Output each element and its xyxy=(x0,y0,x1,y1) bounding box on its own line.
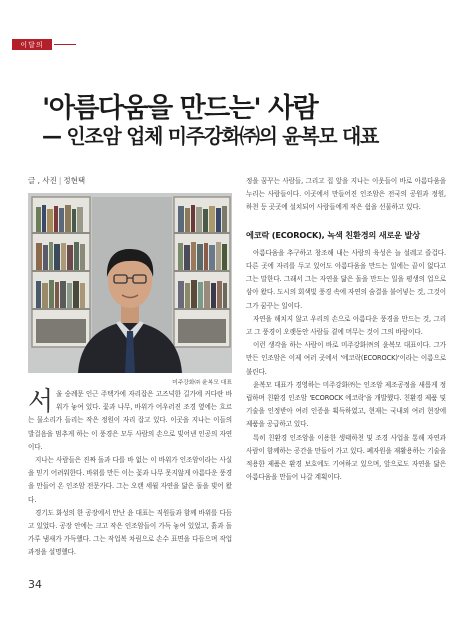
section-heading: 에코락 (ECOROCK), 녹색 친환경의 새로운 발상 xyxy=(246,229,420,240)
right-column xyxy=(246,175,446,484)
photo-caption: 미주강화㈜ 윤복모 대표 xyxy=(172,380,232,386)
section-tag-box xyxy=(12,39,52,50)
page-number: 34 xyxy=(28,578,42,591)
right-paragraph-2: 자연을 해치지 않고 우리의 손으로 아름다운 풍경을 만드는 것, 그리고 그 풍경이 오랫동안 사람들 곁에 머무는 것이 그의 바람이다. xyxy=(246,314,446,337)
article-title: '아름다움을 만드는' 사람 xyxy=(42,93,318,124)
byline-separator: | xyxy=(58,176,62,185)
portrait-illustration xyxy=(28,193,232,373)
right-paragraph-4: 윤복모 대표가 경영하는 미주강화㈜는 인조암 제조공정을 새롭게 정립하며 친환경 인조암 'ECOROCK 에코락'을 개발했다. 친환경 제품 및 기술을 인정받아 여러 인증을 획득하였고, 현재는 국내외 여러 현장에 제품을 공급하고 있다. xyxy=(246,380,446,429)
right-intro-paragraph: 정을 꿈꾸는 사람들, 그리고 집 앞을 지나는 이웃들이 바로 아름다움을 누리는 사람들이다. 이곳에서 만들어진 인조암은 전국의 공원과 정원, 하천 등 곳곳에 설치되어 사람들에게 작은 쉼을 선물하고 있다. xyxy=(246,177,446,212)
section-tag-label: 이달의 xyxy=(20,40,44,49)
byline xyxy=(28,175,85,186)
right-paragraph-1: 아름다움을 추구하고 창조해 내는 사람의 육성은 늘 설레고 즐겁다. 다른 곳에 자리를 두고 있어도 아름다움을 만드는 일에는 끝이 없다고 그는 말한다. 그래서 그는 자연을 닮은 돌을 만드는 일을 평생의 업으로 삼아 왔다. 도시의 회색빛 풍경 속에 자연의 숨결을 불어넣는 것, 그것이 그가 꿈꾸는 일이다. xyxy=(246,248,446,310)
byline-author: 정현택 xyxy=(63,176,86,185)
section-tag-rule xyxy=(54,44,76,45)
left-column xyxy=(28,388,232,560)
dropcap: 서 xyxy=(28,387,54,417)
section-tag xyxy=(12,39,76,50)
right-paragraph-5: 특히 친환경 인조암을 이용한 생태하천 및 조경 사업을 통해 자연과 사람이 함께하는 공간을 만들어 가고 있다. 폐자원을 재활용하는 기술을 적용한 제품은 환경 보호에도 기여하고 있으며, 앞으로도 자연을 닮은 아름다움을 만들어 나갈 계획이다. xyxy=(246,433,446,482)
article-subtitle: — 인조암 업체 미주강화㈜의 윤복모 대표 xyxy=(42,124,379,148)
right-paragraph-3: 이런 생각을 하는 사람이 바로 미주강화㈜의 윤복모 대표이다. 그가 만든 인조암은 이제 여러 곳에서 '에코락(ECOROCK)'이라는 이름으로 불린다. xyxy=(246,341,446,376)
left-paragraph-2: 지나는 사람들은 진짜 돌과 다를 바 없는 이 바위가 인조암이라는 사실을 믿기 어려워한다. 바위를 만든 이는 꽃과 나무 못지않게 아름다운 풍경을 만들어 온 인조암 전문가다. 그는 오랜 세월 자연을 닮은 돌을 빚어 왔다. xyxy=(28,456,232,504)
byline-label: 글 , 사진 xyxy=(28,176,57,185)
left-paragraph-1: 울 숭례문 인근 주택가에 자리잡은 고즈넉한 길가에 커다란 바위가 놓여 있다. 꽃과 나무, 바위가 어우러진 조경 옆에는 흐르는 물소리가 들리는 작은 정원이 자리 잡고 있다. 이곳을 지나는 이들의 발걸음을 멈추게 하는 이 풍경은 모두 사람의 손으로 빚어낸 인공의 자연이다. xyxy=(28,390,232,451)
portrait-photo xyxy=(28,193,232,373)
left-paragraph-3: 경기도 화성의 한 공장에서 만난 윤 대표는 직원들과 함께 바위를 다듬고 있었다. 공장 안에는 크고 작은 인조암들이 가득 놓여 있었고, 흙과 돌가루 냄새가 가득했다. 그는 작업복 차림으로 손수 표면을 다듬으며 작업 과정을 설명했다. xyxy=(28,508,232,557)
